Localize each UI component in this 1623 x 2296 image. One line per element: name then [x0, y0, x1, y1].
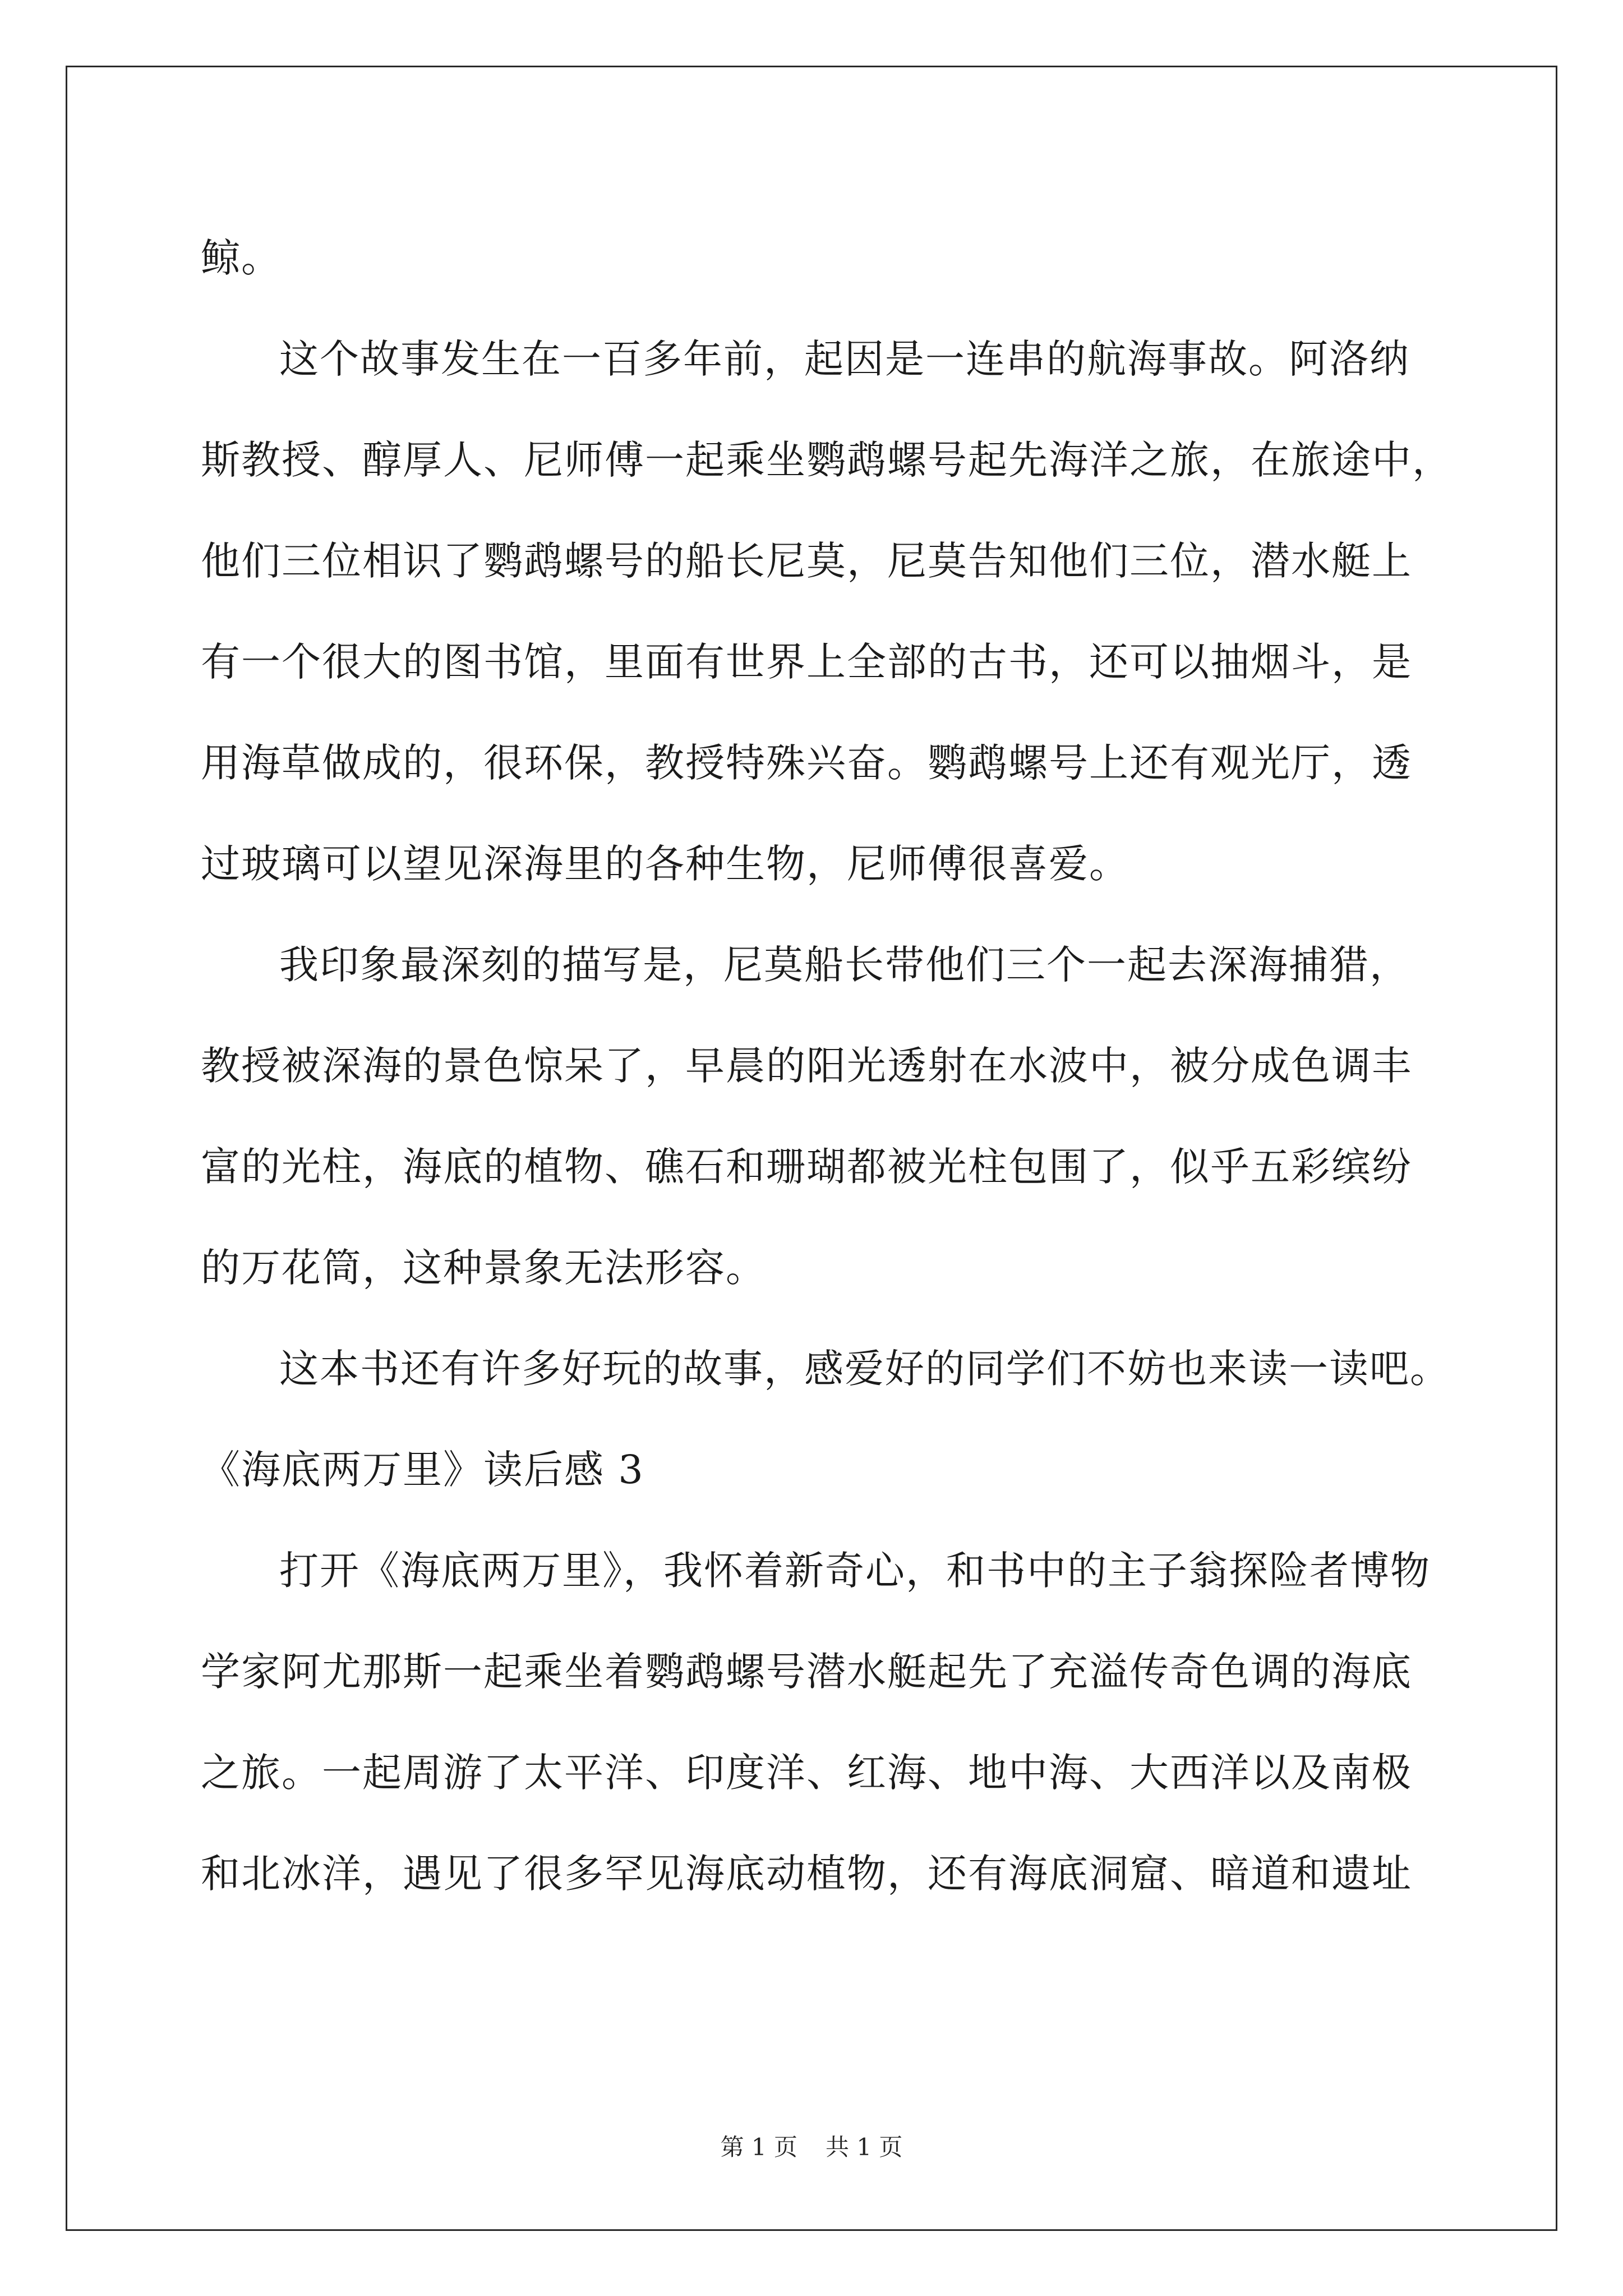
text-line: 教授被深海的景色惊呆了，早晨的阳光透射在水波中，被分成色调丰: [201, 1043, 1412, 1089]
page-number: 第 1 页: [720, 2133, 797, 2161]
page-footer: [0, 2129, 1623, 2162]
page-total: 共 1 页: [826, 2133, 903, 2161]
paragraph-start-line: 打开《海底两万里》，我怀着新奇心，和书中的主子翁探险者博物: [279, 1548, 1431, 1594]
paragraph-start-line: 我印象最深刻的描写是，尼莫船长带他们三个一起去深海捕猎，: [279, 942, 1410, 988]
text-line: 他们三位相识了鹦鹉螺号的船长尼莫，尼莫告知他们三位，潜水艇上: [201, 538, 1412, 584]
text-line: 斯教授、醇厚人、尼师傅一起乘坐鹦鹉螺号起先海洋之旅，在旅途中，: [201, 437, 1453, 483]
text-line: 之旅。一起周游了太平洋、印度洋、红海、地中海、大西洋以及南极: [201, 1750, 1412, 1796]
text-line: 富的光柱，海底的植物、礁石和珊瑚都被光柱包围了，似乎五彩缤纷: [201, 1144, 1412, 1190]
text-line: 过玻璃可以望见深海里的各种生物，尼师傅很喜爱。: [201, 841, 1129, 887]
paragraph-start-line: 这个故事发生在一百多年前，起因是一连串的航海事故。阿洛纳: [279, 336, 1410, 382]
text-line: 的万花筒，这种景象无法形容。: [201, 1245, 766, 1291]
paragraph-start-line: 这本书还有许多好玩的故事，感爱好的同学们不妨也来读一读吧。: [279, 1346, 1450, 1392]
text-line: 和北冰洋，遇见了很多罕见海底动植物，还有海底洞窟、暗道和遗址: [201, 1851, 1412, 1897]
text-line: 有一个很大的图书馆，里面有世界上全部的古书，还可以抽烟斗，是: [201, 639, 1412, 685]
document-body: [201, 208, 1453, 1924]
text-line: 用海草做成的，很环保，教授特殊兴奋。鹦鹉螺号上还有观光厅，透: [201, 740, 1412, 786]
text-line: 学家阿尤那斯一起乘坐着鹦鹉螺号潜水艇起先了充溢传奇色调的海底: [201, 1649, 1412, 1695]
text-line: 鲸。: [201, 235, 282, 281]
section-title: 《海底两万里》读后感 3: [201, 1447, 644, 1493]
